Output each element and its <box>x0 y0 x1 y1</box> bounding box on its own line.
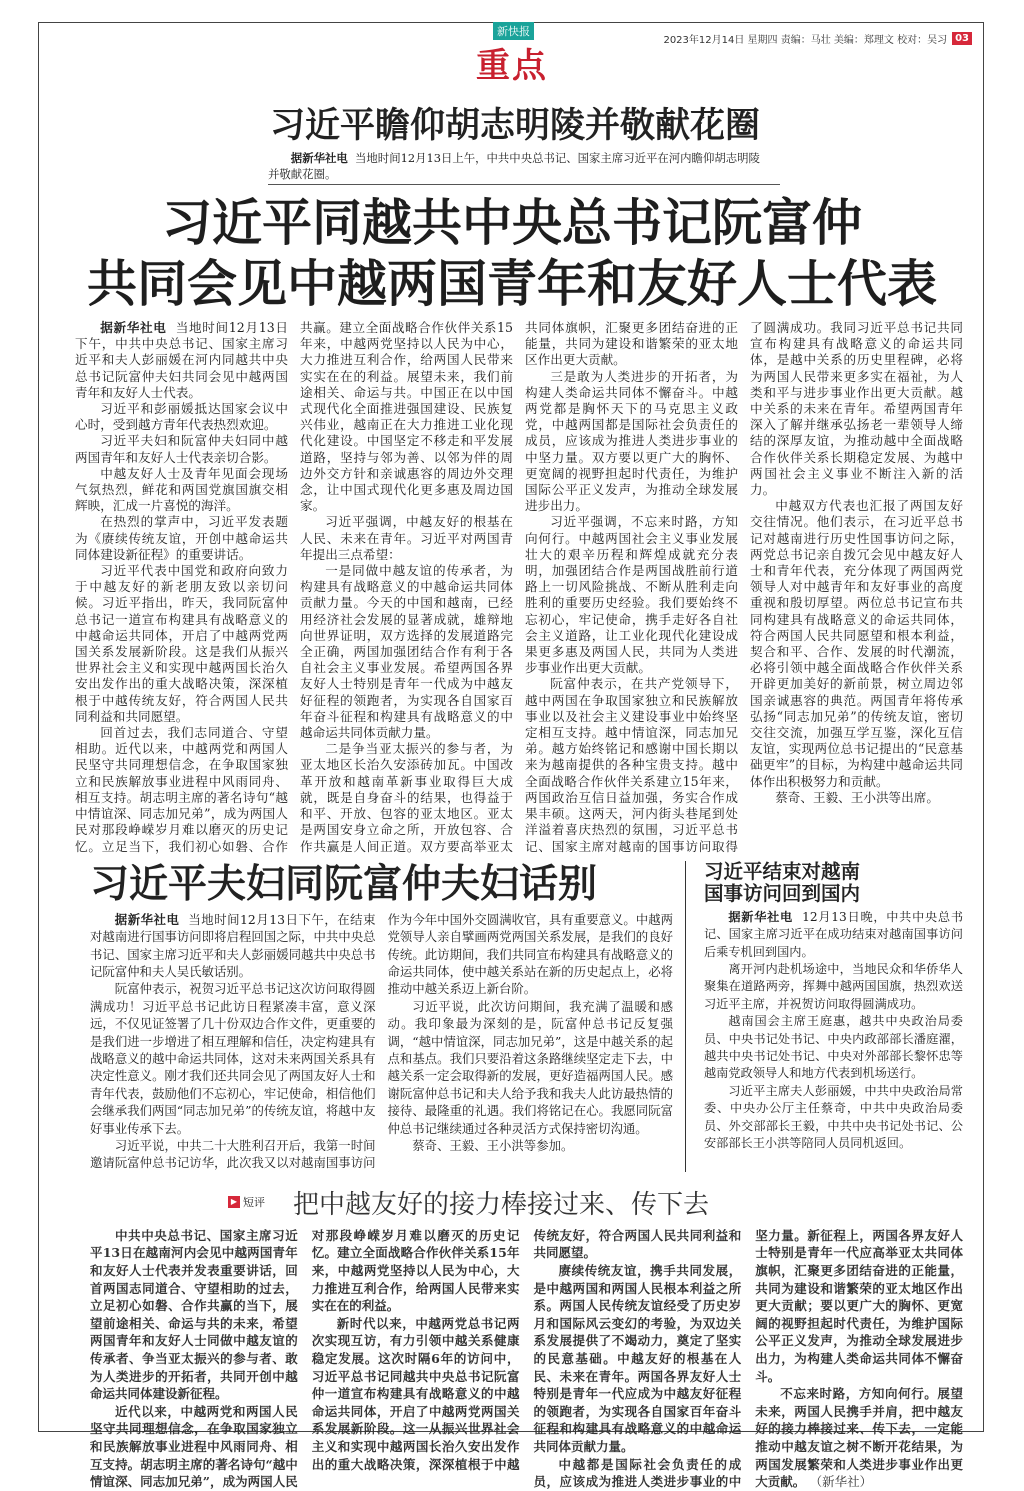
source-tag: 据新华社电 <box>290 151 348 165</box>
content-flow <box>75 320 963 1491</box>
paragraph: 三是敢为人类进步的开拓者，为构建人类命运共同体不懈奋斗。中越两党都是胸怀天下的马克思主义政党，中越两国都是国际社会负责任的成员，应该成为推进人类进步事业的中坚力量。双方要以更广大的胸怀、更宽阔的视野担起时代责任，为维护国际公平正义发声，为推动全球发展进步出力。 <box>525 368 738 514</box>
paragraph: 新时代以来，中越两党总书记两次实现互访，有力引领中越关系健康稳定发展。这次时隔6年的访问中，习近平总书记同越共中央总书记阮富仲一道宣布构建具有战略意义的中越命运共同体，开启了中越两党两国关系发展新阶段。这一从振兴世界社会主义和实现中越两国长治久安出发作出的重大战略决策，深深植根于中越传统友好，符合两国人民共同利益和共同愿望。 <box>311 1227 742 1472</box>
paragraph: 阮富仲表示，在共产党领导下，越中两国在争取国家独立和民族解放事业以及社会主义建设事业中始终坚定相互支持。越中情谊深，同志加兄弟。越方始终铭记和感谢中国长期以来为越南提供的各种宝贵支持。越中全面战略合作伙伴关系建立15年来，两国政治互信日益加强，务实合作成果丰硕。这两天，河内街头巷尾到处洋溢着喜庆热烈的氛围，习近平总书记、国家主席对越南的国事访问取得了圆满成功。我同习近平总书记共同宣布构建具有战略意义的命运共同体，是越中关系的历史里程碑，必将为两国人民带来更多实在福祉，为人类和平与进步事业作出更大贡献。越中关系的未来在青年。希望两国青年深入了解并继承弘扬老一辈领导人缔结的深厚友谊，为推动越中全面战略合作伙伴关系长期稳定发展、为越中两国社会主义事业不断注入新的活力。 <box>525 320 963 854</box>
paragraph: 习近平强调，不忘来时路，方知向何行。中越两国社会主义事业发展壮大的艰辛历程和辉煌成就充分表明，加强团结合作是两国战胜前行道路上一切风险挑战、不断从胜利走向胜利的重要历史经验。我们要始终不忘初心，牢记使命，携手走好各自社会主义道路，让工业化现代化建设成果更多惠及两国人民，共同为人类进步事业作出更大贡献。 <box>525 514 738 676</box>
source-tag: 据新华社电 <box>728 909 793 924</box>
paragraph: 习近平说，中共二十大胜利召开后，我第一时间邀请阮富仲总书记访华，此次我又以对越南国事访问作为今年中国外交圆满收官，具有重要意义。中越两党领导人亲自擘画两党两国关系发展，是我们的良好传统。此访期间，我们共同宣布构建具有战略意义的命运共同体，使中越关系站在新的历史起点上，必将推动中越关系迈上新台阶。 <box>90 911 673 1171</box>
paragraph: 习近平强调，中越友好的根基在人民、未来在青年。习近平对两国青年提出三点希望： <box>300 514 513 562</box>
paragraph: 赓续传统友谊，携手共同发展，是中越两国和两国人民根本利益之所系。两国人民传统友谊经受了历史岁月和国际风云变幻的考验，为双边关系发展提供了不竭动力，奠定了坚实的民意基础。中越友好的根基在人民、未来在青年。两国各界友好人士特别是青年一代应成为中越友好征程的领跑者，为实现各自国家百年奋斗征程和构建具有战略意义的中越命运共同体贡献力量。 <box>533 1262 742 1454</box>
dateline: 2023年12月14日 星期四 责编：马壮 美编：郑理文 校对：吴习 <box>663 35 948 46</box>
paragraph: 中共中央总书记、国家主席习近平13日在越南河内会见中越两国青年和友好人士代表并发表重要讲话，回首两国志同道合、守望相助的过去，立足初心如磐、合作共赢的当下，展望前途相关、命运与共的未来，希望两国青年和友好人士同做中越友谊的传承者、争当亚太振兴的参与者、敢为人类进步的开拓者，共同开创中越命运共同体建设新征程。 <box>90 1227 298 1402</box>
commentary-header <box>228 1184 963 1221</box>
article1-text: 当地时间12月13日上午，中共中央总书记、国家主席习近平在河内瞻仰胡志明陵并敬献花圈。 <box>268 151 760 181</box>
commentary-body <box>90 1227 963 1491</box>
play-triangle-icon: ▶ <box>228 1196 240 1208</box>
article3-body <box>90 911 673 1172</box>
paper-badge: 新快报 <box>493 22 534 40</box>
paragraph: 习近平代表中国党和政府向致力于中越友好的新老朋友致以亲切问候。习近平指出，昨天，我同阮富仲总书记一道宣布构建具有战略意义的中越命运共同体，开启了中越两党两国关系发展新阶段。这是我们从振兴世界社会主义和实现中越两国长治久安出发作出的重大战略决策，深深植根于中越传统友好，符合两国人民共同利益和共同愿望。 <box>75 563 288 724</box>
article1-title: 习近平瞻仰胡志明陵并敬献花圈 <box>270 105 761 146</box>
paragraph: 一是同做中越友谊的传承者，为构建具有战略意义的中越命运共同体贡献力量。今天的中国和越南，已经用经济社会发展的显著成就，雄辩地向世界证明，双方选择的发展道路完全正确，两国加强团结合作有利于各自社会主义事业发展。希望两国各界友好人士特别是青年一代成为中越友好征程的领跑者，为实现各自国家百年奋斗征程和构建具有战略意义的中越命运共同体贡献力量。 <box>300 563 513 741</box>
paragraph: 近代以来，中越两党和两国人民坚守共同理想信念，在争取国家独立和民族解放事业进程中风雨同舟、相互支持。胡志明主席的著名诗句“越中情谊深、同志加兄弟”，成为两国人民对那段峥嵘岁月难以磨灭的历史记忆。建立全面战略合作伙伴关系15年来，中越两党坚持以人民为中心，大力推进互利合作，给两国人民带来实实在在的利益。 <box>90 1227 520 1490</box>
paragraph: 中越友好人士及青年见面会现场气氛热烈，鲜花和两国党旗国旗交相辉映，汇成一片喜悦的海洋。 <box>75 465 288 514</box>
paragraph: 在热烈的掌声中，习近平发表题为《赓续传统友谊，开创中越命运共同体建设新征程》的重要讲话。 <box>75 514 288 562</box>
commentary-title: 把中越友好的接力棒接过来、传下去 <box>293 1189 710 1220</box>
headline-line: 共同会见中越两国青年和友好人士代表 <box>87 254 937 313</box>
article2-headline <box>60 192 964 314</box>
source-tag: 据新华社电 <box>114 911 180 927</box>
paragraph: 据新华社电 当地时间12月13日下午，在结束对越南进行国事访问即将启程回国之际，中共中央总书记、国家主席习近平和夫人彭丽媛同越共中央总书记阮富仲和夫人吴氏敏话别。 <box>90 911 376 979</box>
article3-title: 习近平夫妇同阮富仲夫妇话别 <box>90 860 598 907</box>
paragraph: 中越双方代表也汇报了两国友好交往情况。他们表示，在习近平总书记对越南进行历史性国事访问之际，两党总书记亲自拨冗会见中越友好人士和青年代表，充分体现了两国两党领导人对中越青年和友好事业的高度重视和殷切厚望。两位总书记宣布共同构建具有战略意义的命运共同体，符合两国人民共同愿望和根本利益，契合和平、合作、发展的时代潮流，必将引领中越全面战略合作伙伴关系开辟更加美好的新前景，树立周边邻国亲诚惠容的典范。两国青年将传承弘扬“同志加兄弟”的传统友谊，密切交往交流，加强互学互鉴，深化互信友谊，实现两位总书记提出的“民意基础更牢”的目标，为构建中越命运共同体作出积极努力和贡献。 <box>750 498 963 789</box>
paragraph: 回首过去，我们志同道合、守望相助。近代以来，中越两党和两国人民坚守共同理想信念，在争取国家独立和民族解放事业进程中风雨同舟、相互支持。胡志明主席的著名诗句“越中情谊深、同志加兄弟”，成为两国人民对那段峥嵘岁月难以磨灭的历史记忆。立足当下，我们初心如磐、合作共赢。建立全面战略合作伙伴关系15年来，中越两党坚持以人民为中心，大力推进互利合作，给两国人民带来实实在在的利益。展望未来，我们前途相关、命运与共。中国正在以中国式现代化全面推进强国建设、民族复兴伟业，越南正在大力推进工业化现代化建设。中国坚定不移走和平发展道路，坚持与邻为善、以邻为伴的周边外交方针和亲诚惠容的周边外交理念，让中国式现代化更多惠及周边国家。 <box>75 320 513 854</box>
header-meta <box>663 31 972 46</box>
headline-line: 习近平同越共中央总书记阮富仲 <box>162 193 862 252</box>
lower-articles-row <box>75 861 963 1172</box>
paragraph: 据新华社电 12月13日晚，中共中央总书记、国家主席习近平在成功结束对越南国事访问后乘专机回到国内。 <box>704 909 964 959</box>
commentary-label: ▶ 短评 <box>228 1194 265 1210</box>
paragraph: 习近平夫妇和阮富仲夫妇同中越两国青年和友好人士代表亲切合影。 <box>75 433 288 465</box>
article4-body <box>704 909 963 1153</box>
article2-body <box>75 320 963 855</box>
paragraph: 据新华社电 当地时间12月13日下午，中共中央总书记、国家主席习近平和夫人彭丽媛在河内同越共中央总书记阮富仲夫妇共同会见中越两国青年和友好人士代表。 <box>75 320 288 400</box>
paragraph: 阮富仲表示，祝贺习近平总书记这次访问取得圆满成功！习近平总书记此访日程紧凑丰富，意义深远，不仅见证签署了几十份双边合作文件，更重要的是我们进一步增进了相互理解和信任，决定构建具有战略意义的越中命运共同体，这对未来两国关系具有决定性意义。刚才我们还共同会见了两国友好人士和青年代表，鼓励他们不忘初心，牢记使命，相信他们会继承我们两国“同志加兄弟”的传统友谊，将越中友好事业传承下去。 <box>90 981 376 1136</box>
paragraph: 中越都是国际社会负责任的成员，应该成为推进人类进步事业的中坚力量。新征程上，两国各界友好人士特别是青年一代应高举亚太共同体旗帜，汇聚更多团结奋进的正能量，共同为建设和谐繁荣的亚太地区作出更大贡献；要以更广大的胸怀、更宽阔的视野担起时代责任，为维护国际公平正义发声，为推动全球发展进步出力，为构建人类命运共同体不懈奋斗。 <box>533 1227 963 1490</box>
paragraph: 习近平和彭丽媛抵达国家会议中心时，受到越方青年代表热烈欢迎。 <box>75 401 288 433</box>
paragraph: 蔡奇、王毅、王小洪等参加。 <box>412 1137 574 1153</box>
page-number: 03 <box>952 32 972 45</box>
credit: （新华社） <box>809 1474 873 1490</box>
divider <box>268 184 780 185</box>
paragraph: 二是争当亚太振兴的参与者，为亚太地区长治久安添砖加瓦。中国改革开放和越南革新事业取得巨大成就，既是自身奋斗的结果，也得益于和平、开放、包容的亚太地区。亚太是两国安身立命之所，开放包容、合作共赢是人间正道。双方要高举亚太共同体旗帜，汇聚更多团结奋进的正能量，共同为建设和谐繁荣的亚太地区作出更大贡献。 <box>300 320 738 854</box>
paragraph: 习近平说，此次访问期间，我充满了温暖和感动。我印象最为深刻的是，阮富仲总书记反复强调，“越中情谊深，同志加兄弟”，这是中越关系的起点和基点。我们只要沿着这条路继续坚定走下去，中越关系一定会取得新的发展，更好造福两国人民。感谢阮富仲总书记和夫人给予我和我夫人此访最热情的接待、最隆重的礼遇。我们将铭记在心。我愿同阮富仲总书记继续通过各种灵活方式保持密切沟通。 <box>387 998 673 1136</box>
article4 <box>685 861 963 1172</box>
section-title: 重点 <box>476 46 548 86</box>
paragraph: 习近平主席夫人彭丽媛，中共中央政治局常委、中央办公厅主任蔡奇，中共中央政治局委员、外交部部长王毅，中共中央书记处书记、公安部部长王小洪等陪同人员同机返回。 <box>704 1083 963 1150</box>
article1-body <box>268 150 768 182</box>
paragraph: 越南国会主席王庭惠，越共中央政治局委员、中央书记处书记、中央内政部部长潘庭濯，越共中央书记处书记、中央对外部部长黎怀忠等越南党政领导人和地方代表到机场送行。 <box>704 1014 963 1081</box>
article3 <box>75 861 673 1172</box>
paragraph: 离开河内赴机场途中，当地民众和华侨华人聚集在道路两旁，挥舞中越两国国旗，热烈欢送习近平主席，并祝贺访问取得圆满成功。 <box>704 961 963 1011</box>
source-tag: 据新华社电 <box>100 320 167 335</box>
paragraph: 蔡奇、王毅、王小洪等出席。 <box>775 789 939 805</box>
article4-title: 习近平结束对越南 国事访问回到国内 <box>704 859 861 905</box>
paragraph: 不忘来时路，方知向何行。展望未来，两国人民携手并肩，把中越友好的接力棒接过来、传下去，一定能推动中越友谊之树不断开花结果，为两国发展繁荣和人类进步事业作出更大贡献。 （新华社） <box>755 1386 963 1490</box>
